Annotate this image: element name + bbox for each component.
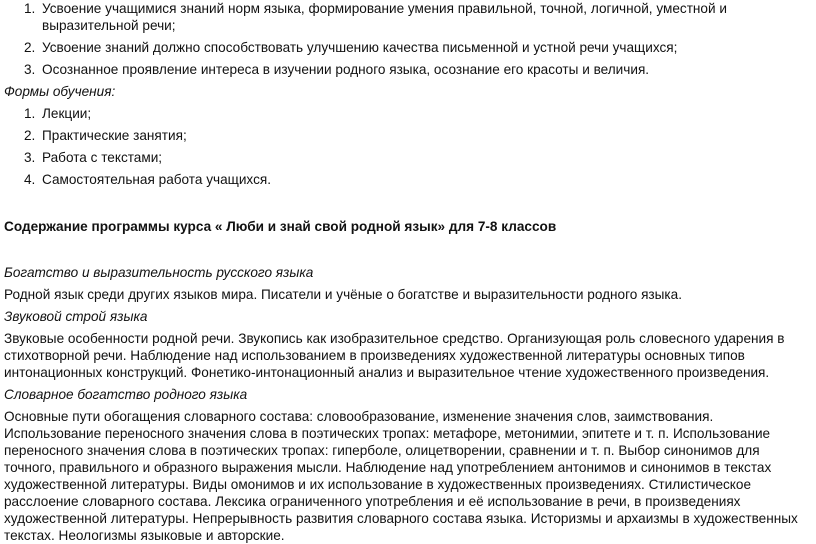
list-number: 4. — [24, 172, 36, 187]
section-text: Звуковые особенности родной речи. Звукопись как изобразительное средство. Организующая роль словесного ударения в стихотворной речи. Наблюдение над использованием в произведениях художественной литературы основных типов интонационных конструкций. Фонетико-интонационный анализ и выразительное чтение художественного произведения. — [4, 331, 785, 380]
section-text: Родной язык среди других языков мира. Писатели и учёные о богатстве и выразительности родного языка. — [4, 287, 683, 302]
list-item-text: Лекции; — [42, 106, 92, 121]
goals-list — [4, 0, 812, 78]
list-number: 3. — [24, 150, 36, 165]
list-item — [4, 127, 812, 144]
section-title: Богатство и выразительность русского языка — [4, 265, 314, 280]
list-item-text: Усвоение знаний должно способствовать улучшению качества письменной и устной речи учащихся; — [42, 40, 678, 55]
list-item — [4, 61, 812, 78]
list-item-text: Работа с текстами; — [42, 150, 163, 165]
forms-list — [4, 105, 812, 188]
list-item-text: Осознанное проявление интереса в изучении родного языка, осознание его красоты и величия. — [42, 62, 650, 77]
list-item — [4, 0, 812, 34]
list-item — [4, 149, 812, 166]
list-item-text: Практические занятия; — [42, 128, 187, 143]
list-item — [4, 171, 812, 188]
list-number: 3. — [24, 62, 36, 77]
list-item-text: Усвоение учащимися знаний норм языка, формирование умения правильной, точной, логичной, уместной и выразительной речи; — [42, 1, 727, 33]
section-title: Словарное богатство родного языка — [4, 387, 248, 402]
list-item-text: Самостоятельная работа учащихся. — [42, 172, 272, 187]
forms-label: Формы обучения: — [4, 84, 116, 99]
list-number: 2. — [24, 40, 36, 55]
section-title: Звуковой строй языка — [4, 309, 148, 324]
list-number: 1. — [24, 106, 36, 121]
list-item — [4, 39, 812, 56]
section-text: Основные пути обогащения словарного состава: словообразование, изменение значения слов, заимствования. Использование переносного значения слова в поэтических тропах: метафоре, метонимии, эпитете и т. п. Использование переносного значения слова в поэтических тропах: гиперболе, олицетворении, сравнении и т. п. Выбор синонимов для точного, правильного и образного выражения мысли. Наблюдение над употреблением антонимов и синонимов в текстах художественной литературы. Виды омонимов и их использование в художественных произведениях. Стилистическое расслоение словарного состава. Лексика ограниченного употребления и её использование в речи, в произведениях художественной литературы. Непрерывность развития словарного состава языка. Историзмы и архаизмы в художественных текстах. Неологизмы языковые и авторские. — [4, 409, 798, 543]
list-item — [4, 105, 812, 122]
list-number: 2. — [24, 128, 36, 143]
list-number: 1. — [24, 1, 36, 16]
program-heading: Содержание программы курса « Люби и знай свой родной язык» для 7-8 классов — [4, 219, 557, 234]
